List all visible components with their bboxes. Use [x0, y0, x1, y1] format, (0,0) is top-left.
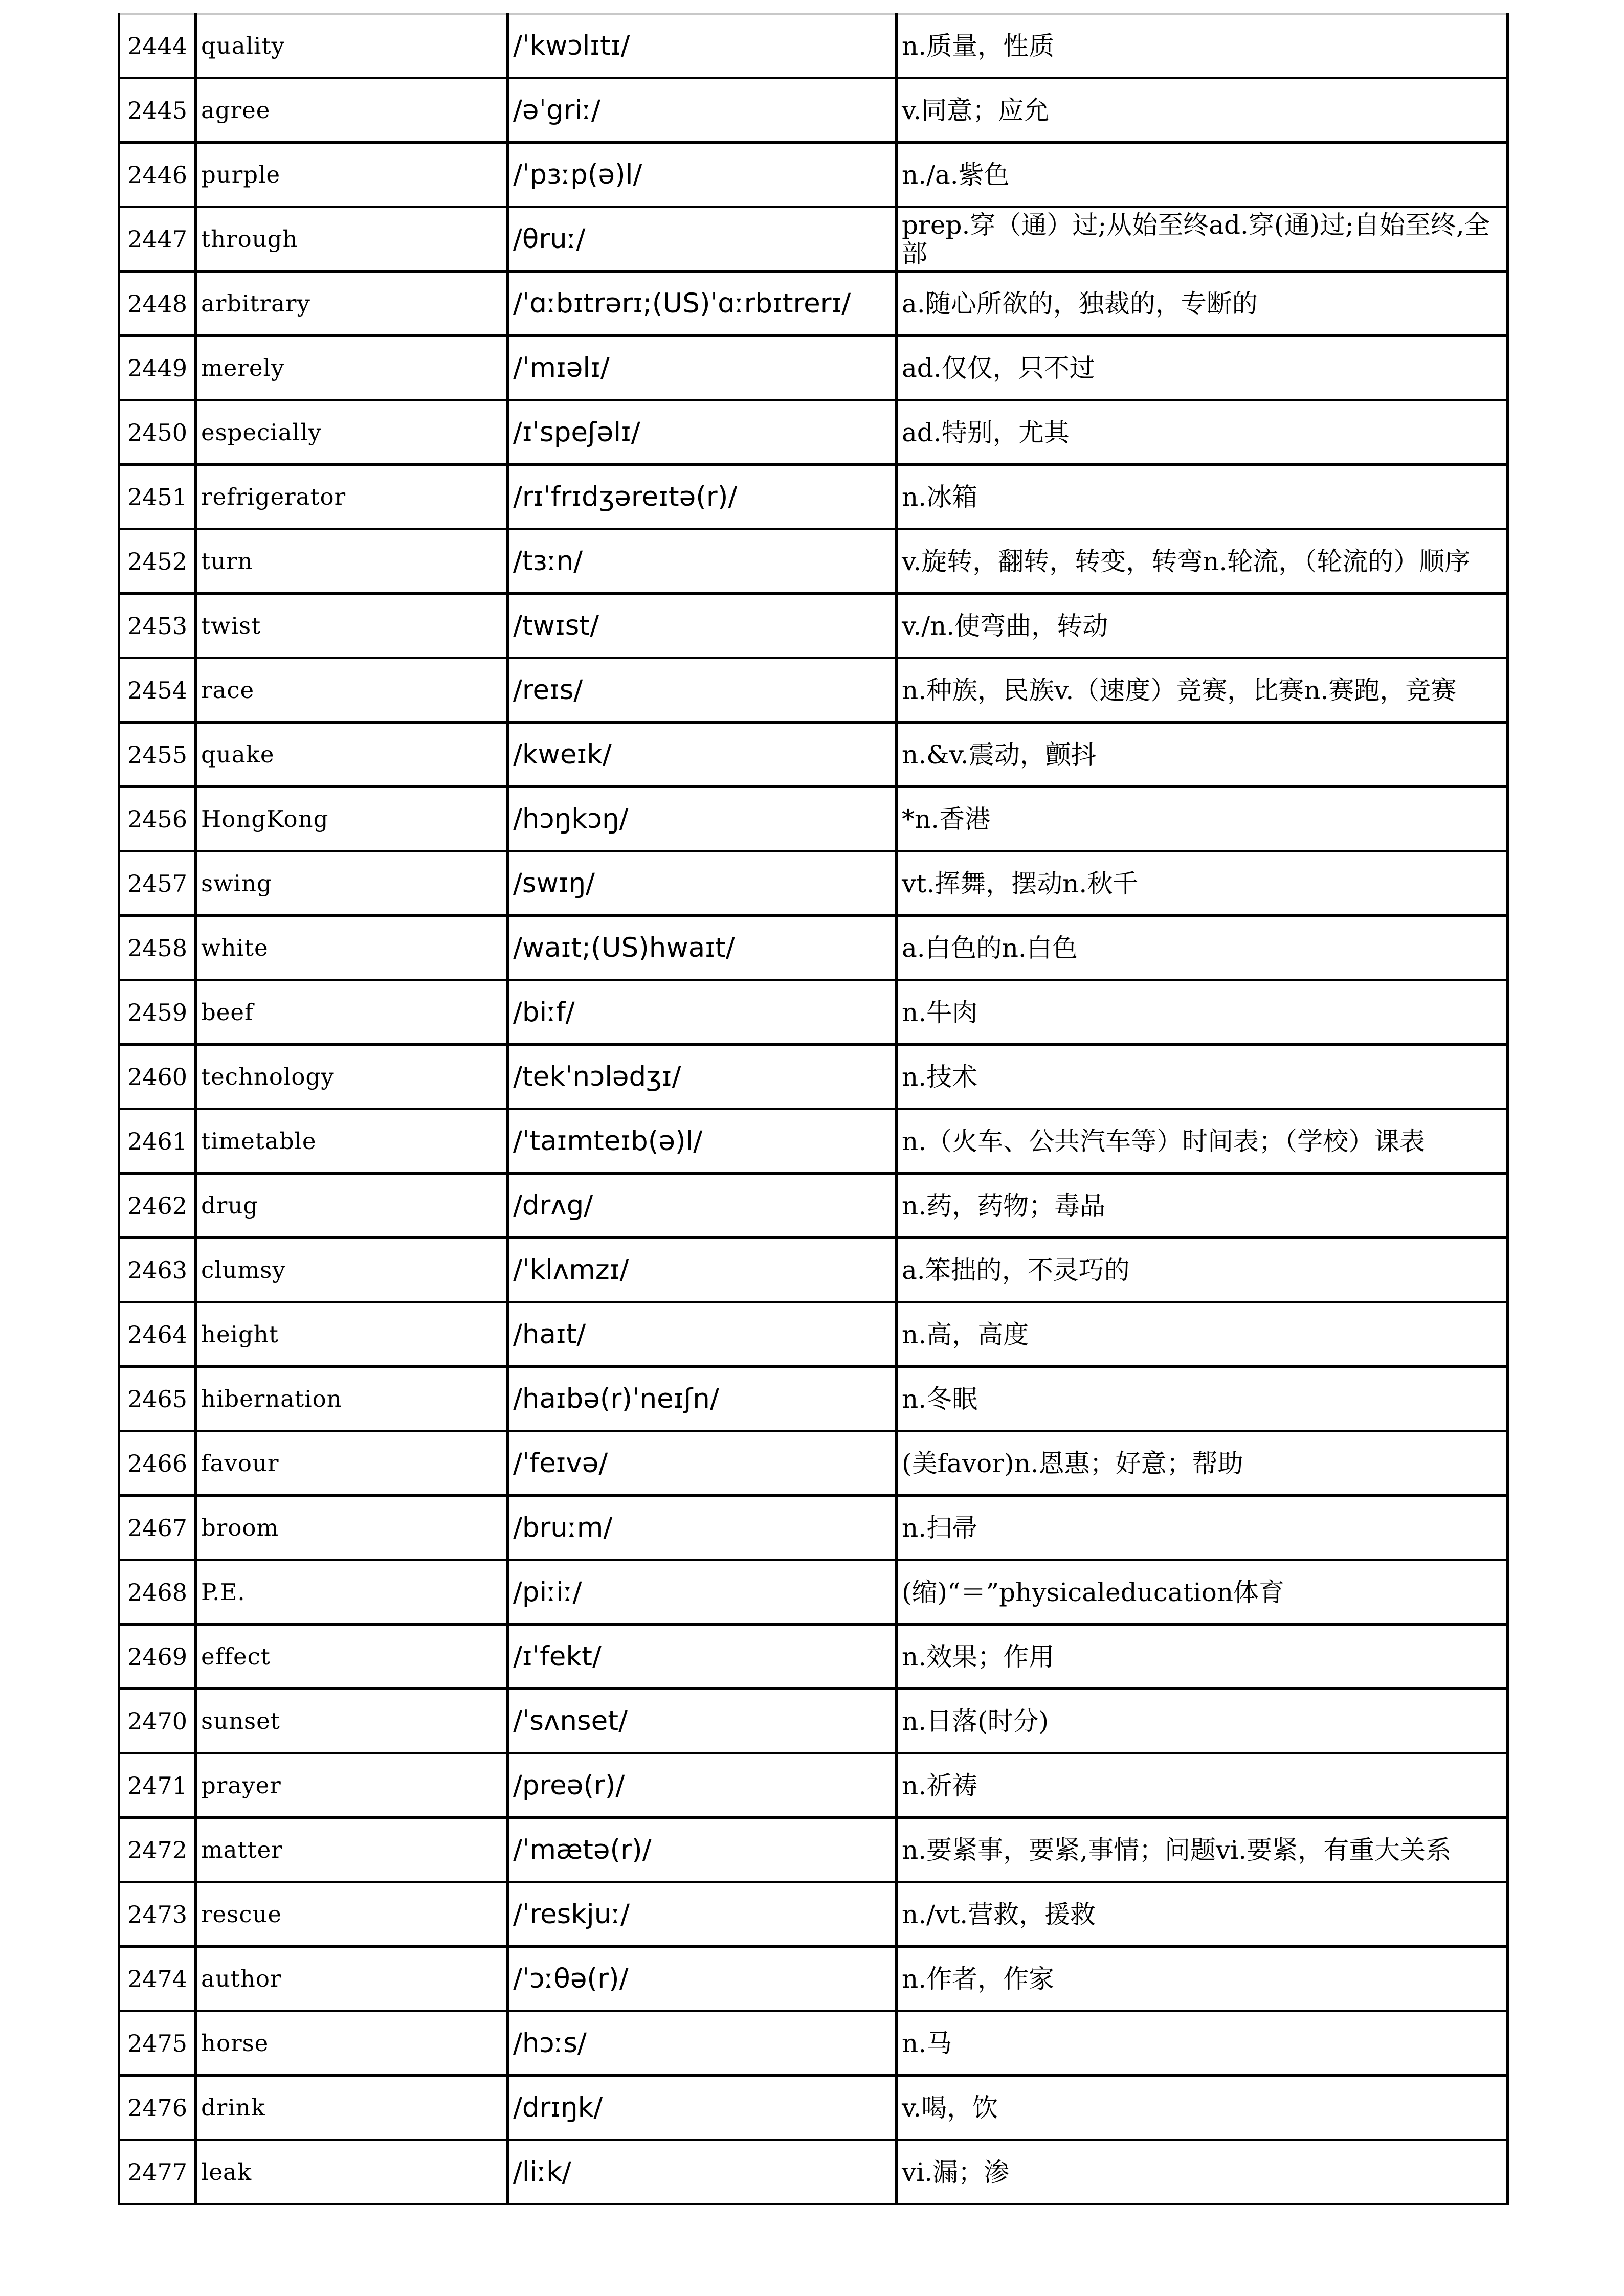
table-row	[119, 1367, 1508, 1431]
entry-definition: n.质量，性质	[897, 14, 1508, 78]
entry-phonetic: /hɔŋkɔŋ/	[508, 787, 897, 851]
entry-phonetic: /bruːm/	[508, 1496, 897, 1560]
entry-phonetic: /waɪt;(US)hwaɪt/	[508, 916, 897, 980]
entry-number: 2475	[119, 2011, 196, 2076]
entry-word: rescue	[196, 1882, 508, 1947]
entry-number: 2445	[119, 78, 196, 143]
entry-word: agree	[196, 78, 508, 143]
entry-word: merely	[196, 336, 508, 400]
entry-word: timetable	[196, 1109, 508, 1174]
table-row	[119, 658, 1508, 723]
table-row	[119, 1431, 1508, 1496]
entry-definition: n.药，药物；毒品	[897, 1174, 1508, 1238]
entry-phonetic: /tekˈnɔlədʒɪ/	[508, 1045, 897, 1109]
entry-number: 2471	[119, 1753, 196, 1818]
entry-phonetic: /piːiː/	[508, 1560, 897, 1625]
table-row	[119, 851, 1508, 916]
entry-number: 2449	[119, 336, 196, 400]
table-row	[119, 400, 1508, 465]
entry-phonetic: /rɪˈfrɪdʒəreɪtə(r)/	[508, 465, 897, 529]
entry-definition: v.旋转，翻转，转变，转弯n.轮流，（轮流的）顺序	[897, 529, 1508, 594]
entry-definition: (美favor)n.恩惠；好意；帮助	[897, 1431, 1508, 1496]
entry-definition: n.牛肉	[897, 980, 1508, 1045]
table-row	[119, 594, 1508, 658]
entry-phonetic: /ˈfeɪvə/	[508, 1431, 897, 1496]
entry-number: 2477	[119, 2140, 196, 2204]
entry-definition: n.冬眠	[897, 1367, 1508, 1431]
entry-word: clumsy	[196, 1238, 508, 1302]
entry-phonetic: /haɪt/	[508, 1302, 897, 1367]
entry-phonetic: /drʌg/	[508, 1174, 897, 1238]
entry-word: arbitrary	[196, 272, 508, 336]
table-row	[119, 1302, 1508, 1367]
table-row	[119, 916, 1508, 980]
table-row	[119, 1174, 1508, 1238]
table-row	[119, 465, 1508, 529]
entry-phonetic: /ˈsʌnset/	[508, 1689, 897, 1753]
table-row	[119, 723, 1508, 787]
entry-number: 2452	[119, 529, 196, 594]
entry-word: prayer	[196, 1753, 508, 1818]
entry-definition: n.日落(时分)	[897, 1689, 1508, 1753]
entry-phonetic: /preə(r)/	[508, 1753, 897, 1818]
entry-number: 2464	[119, 1302, 196, 1367]
entry-phonetic: /ˈreskjuː/	[508, 1882, 897, 1947]
entry-definition: n./vt.营救，援救	[897, 1882, 1508, 1947]
entry-phonetic: /haɪbə(r)ˈneɪʃn/	[508, 1367, 897, 1431]
entry-definition: n.&v.震动，颤抖	[897, 723, 1508, 787]
entry-phonetic: /ˈpɜːp(ə)l/	[508, 143, 897, 207]
table-row	[119, 1109, 1508, 1174]
entry-word: hibernation	[196, 1367, 508, 1431]
table-row	[119, 2076, 1508, 2140]
entry-definition: n.祈祷	[897, 1753, 1508, 1818]
entry-number: 2474	[119, 1947, 196, 2011]
table-row	[119, 1753, 1508, 1818]
entry-number: 2460	[119, 1045, 196, 1109]
entry-word: horse	[196, 2011, 508, 2076]
entry-definition: n.（火车、公共汽车等）时间表；（学校）课表	[897, 1109, 1508, 1174]
entry-number: 2462	[119, 1174, 196, 1238]
entry-definition: ad.仅仅，只不过	[897, 336, 1508, 400]
entry-definition: n.冰箱	[897, 465, 1508, 529]
entry-word: P.E.	[196, 1560, 508, 1625]
entry-number: 2453	[119, 594, 196, 658]
entry-number: 2447	[119, 207, 196, 272]
entry-phonetic: /θruː/	[508, 207, 897, 272]
table-row	[119, 1818, 1508, 1882]
table-row	[119, 1625, 1508, 1689]
entry-definition: n.马	[897, 2011, 1508, 2076]
table-row	[119, 1238, 1508, 1302]
entry-word: quake	[196, 723, 508, 787]
entry-number: 2468	[119, 1560, 196, 1625]
entry-number: 2465	[119, 1367, 196, 1431]
entry-word: leak	[196, 2140, 508, 2204]
entry-definition: v.喝，饮	[897, 2076, 1508, 2140]
entry-word: favour	[196, 1431, 508, 1496]
entry-definition: a.笨拙的，不灵巧的	[897, 1238, 1508, 1302]
entry-definition: n./a.紫色	[897, 143, 1508, 207]
entry-phonetic: /ˈɔːθə(r)/	[508, 1947, 897, 2011]
entry-number: 2457	[119, 851, 196, 916]
entry-phonetic: /ˈmɪəlɪ/	[508, 336, 897, 400]
entry-phonetic: /tɜːn/	[508, 529, 897, 594]
entry-word: twist	[196, 594, 508, 658]
table-row	[119, 2011, 1508, 2076]
entry-phonetic: /ˈɑːbɪtrərɪ;(US)ˈɑːrbɪtrerɪ/	[508, 272, 897, 336]
vocabulary-table	[118, 13, 1509, 2205]
entry-number: 2469	[119, 1625, 196, 1689]
table-row	[119, 143, 1508, 207]
entry-number: 2476	[119, 2076, 196, 2140]
entry-definition: n.种族，民族v.（速度）竞赛，比赛n.赛跑，竞赛	[897, 658, 1508, 723]
entry-number: 2455	[119, 723, 196, 787]
entry-phonetic: /liːk/	[508, 2140, 897, 2204]
table-row	[119, 1560, 1508, 1625]
entry-word: white	[196, 916, 508, 980]
entry-word: broom	[196, 1496, 508, 1560]
entry-number: 2456	[119, 787, 196, 851]
entry-number: 2458	[119, 916, 196, 980]
entry-definition: v./n.使弯曲，转动	[897, 594, 1508, 658]
table-row	[119, 272, 1508, 336]
table-row	[119, 1496, 1508, 1560]
entry-word: race	[196, 658, 508, 723]
table-row	[119, 1045, 1508, 1109]
entry-word: technology	[196, 1045, 508, 1109]
entry-phonetic: /swɪŋ/	[508, 851, 897, 916]
table-row	[119, 980, 1508, 1045]
entry-word: quality	[196, 14, 508, 78]
entry-definition: *n.香港	[897, 787, 1508, 851]
entry-number: 2470	[119, 1689, 196, 1753]
vocabulary-table-body	[119, 14, 1508, 2204]
table-row	[119, 1882, 1508, 1947]
entry-number: 2461	[119, 1109, 196, 1174]
table-row	[119, 787, 1508, 851]
entry-word: author	[196, 1947, 508, 2011]
entry-phonetic: /ˈmætə(r)/	[508, 1818, 897, 1882]
entry-definition: v.同意；应允	[897, 78, 1508, 143]
entry-word: refrigerator	[196, 465, 508, 529]
table-row	[119, 336, 1508, 400]
entry-word: matter	[196, 1818, 508, 1882]
entry-definition: n.扫帚	[897, 1496, 1508, 1560]
table-row	[119, 2140, 1508, 2204]
entry-number: 2448	[119, 272, 196, 336]
entry-number: 2466	[119, 1431, 196, 1496]
entry-number: 2444	[119, 14, 196, 78]
entry-word: turn	[196, 529, 508, 594]
entry-number: 2473	[119, 1882, 196, 1947]
entry-word: beef	[196, 980, 508, 1045]
entry-word: purple	[196, 143, 508, 207]
entry-definition: n.技术	[897, 1045, 1508, 1109]
entry-word: drug	[196, 1174, 508, 1238]
entry-definition: n.作者，作家	[897, 1947, 1508, 2011]
entry-number: 2450	[119, 400, 196, 465]
entry-phonetic: /ˈtaɪmteɪb(ə)l/	[508, 1109, 897, 1174]
entry-phonetic: /ɪˈspeʃəlɪ/	[508, 400, 897, 465]
entry-number: 2446	[119, 143, 196, 207]
entry-definition: (缩)“＝”physicaleducation体育	[897, 1560, 1508, 1625]
entry-phonetic: /kweɪk/	[508, 723, 897, 787]
entry-phonetic: /biːf/	[508, 980, 897, 1045]
entry-definition: a.随心所欲的，独裁的，专断的	[897, 272, 1508, 336]
entry-definition: n.高，高度	[897, 1302, 1508, 1367]
entry-number: 2467	[119, 1496, 196, 1560]
entry-phonetic: /twɪst/	[508, 594, 897, 658]
entry-phonetic: /ˈklʌmzɪ/	[508, 1238, 897, 1302]
entry-definition: prep.穿（通）过;从始至终ad.穿(通)过;自始至终,全部	[897, 207, 1508, 272]
entry-definition: a.白色的n.白色	[897, 916, 1508, 980]
entry-phonetic: /reɪs/	[508, 658, 897, 723]
table-row	[119, 529, 1508, 594]
entry-word: HongKong	[196, 787, 508, 851]
entry-word: sunset	[196, 1689, 508, 1753]
table-row	[119, 14, 1508, 78]
entry-word: effect	[196, 1625, 508, 1689]
entry-word: height	[196, 1302, 508, 1367]
entry-number: 2459	[119, 980, 196, 1045]
entry-number: 2451	[119, 465, 196, 529]
entry-phonetic: /hɔːs/	[508, 2011, 897, 2076]
entry-definition: n.要紧事，要紧,事情；问题vi.要紧，有重大关系	[897, 1818, 1508, 1882]
entry-phonetic: /əˈgriː/	[508, 78, 897, 143]
table-row	[119, 1689, 1508, 1753]
entry-definition: vi.漏；渗	[897, 2140, 1508, 2204]
entry-number: 2454	[119, 658, 196, 723]
entry-number: 2472	[119, 1818, 196, 1882]
table-row	[119, 207, 1508, 272]
entry-number: 2463	[119, 1238, 196, 1302]
entry-definition: n.效果；作用	[897, 1625, 1508, 1689]
table-row	[119, 1947, 1508, 2011]
entry-definition: ad.特别，尤其	[897, 400, 1508, 465]
table-row	[119, 78, 1508, 143]
entry-word: through	[196, 207, 508, 272]
entry-word: drink	[196, 2076, 508, 2140]
entry-phonetic: /ɪˈfekt/	[508, 1625, 897, 1689]
entry-phonetic: /drɪŋk/	[508, 2076, 897, 2140]
entry-word: especially	[196, 400, 508, 465]
entry-definition: vt.挥舞，摆动n.秋千	[897, 851, 1508, 916]
entry-phonetic: /ˈkwɔlɪtɪ/	[508, 14, 897, 78]
entry-word: swing	[196, 851, 508, 916]
